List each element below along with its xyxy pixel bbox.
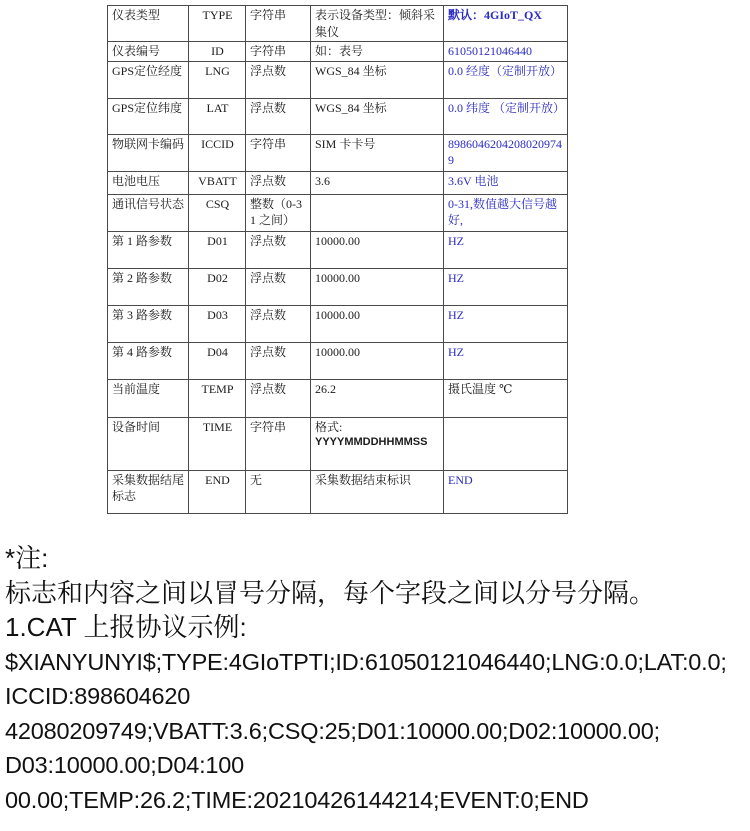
table-row: [108, 41, 568, 61]
cell-data-type: 浮点数: [246, 305, 311, 342]
cell-field-name: GPS定位纬度: [108, 98, 189, 134]
cell-data-type: 浮点数: [246, 171, 311, 194]
table-row: [108, 417, 568, 470]
protocol-example-line2: ICCID:898604620: [5, 683, 191, 709]
cell-description: 表示设备类型：倾斜采集仪: [311, 6, 444, 42]
protocol-spec-table: [107, 5, 568, 514]
cell-tag: CSQ: [189, 194, 246, 231]
cell-value: HZ: [444, 342, 568, 379]
cell-data-type: 浮点数: [246, 268, 311, 305]
cell-value: 摄氏温度 ℃: [444, 379, 568, 417]
table-row: [108, 268, 568, 305]
cell-value: 61050121046440: [444, 41, 568, 61]
cell-data-type: 浮点数: [246, 379, 311, 417]
cell-tag: TEMP: [189, 379, 246, 417]
cell-field-name: 第 3 路参数: [108, 305, 189, 342]
cell-description: 10000.00: [311, 268, 444, 305]
cell-tag: END: [189, 470, 246, 513]
cell-field-name: GPS定位经度: [108, 61, 189, 98]
cell-description: WGS_84 坐标: [311, 98, 444, 134]
cell-data-type: 浮点数: [246, 231, 311, 268]
cell-tag: D04: [189, 342, 246, 379]
cell-value: 3.6V 电池: [444, 171, 568, 194]
note-example-heading: 1.CAT 上报协议示例:: [5, 612, 247, 642]
cell-value: 0-31,数值越大信号越好,: [444, 194, 568, 231]
cell-data-type: 字符串: [246, 6, 311, 42]
cell-tag: VBATT: [189, 171, 246, 194]
cell-field-name: 物联网卡编码: [108, 134, 189, 171]
cell-field-name: 设备时间: [108, 417, 189, 470]
cell-tag: LAT: [189, 98, 246, 134]
cell-description: [311, 194, 444, 231]
table-row: [108, 194, 568, 231]
protocol-table-body: [108, 6, 568, 514]
protocol-example-line4: D03:10000.00;D04:100: [5, 752, 245, 778]
table-row: [108, 231, 568, 268]
cell-data-type: 字符串: [246, 41, 311, 61]
cell-description: 如：表号: [311, 41, 444, 61]
cell-description: 10000.00: [311, 231, 444, 268]
cell-tag: D02: [189, 268, 246, 305]
cell-tag: LNG: [189, 61, 246, 98]
cell-tag: TYPE: [189, 6, 246, 42]
cell-field-name: 仪表类型: [108, 6, 189, 42]
note-separator-rule: 标志和内容之间以冒号分隔，每个字段之间以分号分隔。: [5, 577, 656, 608]
cell-description: WGS_84 坐标: [311, 61, 444, 98]
cell-field-name: 第 2 路参数: [108, 268, 189, 305]
cell-tag: D03: [189, 305, 246, 342]
protocol-example-line3: 42080209749;VBATT:3.6;CSQ:25;D01:10000.00;D02:10000.00;: [5, 717, 660, 744]
cell-data-type: 字符串: [246, 134, 311, 171]
cell-field-name: 电池电压: [108, 171, 189, 194]
cell-value: 89860462042080209749: [444, 134, 568, 171]
cell-value: HZ: [444, 231, 568, 268]
table-row: [108, 379, 568, 417]
cell-data-type: 字符串: [246, 417, 311, 470]
cell-tag: D01: [189, 231, 246, 268]
cell-field-name: 第 4 路参数: [108, 342, 189, 379]
cell-data-type: 整数（0-31 之间）: [246, 194, 311, 231]
cell-description: SIM 卡卡号: [311, 134, 444, 171]
cell-description: 10000.00: [311, 305, 444, 342]
cell-description-format: YYYYMMDDHHMMSS: [315, 436, 428, 449]
cell-data-type: 浮点数: [246, 61, 311, 98]
protocol-example-line1: $XIANYUNYI$;TYPE:4GIoTPTI;ID:61050121046440;LNG:0.0;LAT:0.0;: [5, 648, 727, 675]
note-marker: *注:: [5, 543, 49, 573]
cell-tag: ICCID: [189, 134, 246, 171]
cell-value: 默认：4GIoT_QX: [444, 6, 568, 42]
table-row: [108, 98, 568, 134]
cell-data-type: 浮点数: [246, 342, 311, 379]
protocol-example-line5: 00.00;TEMP:26.2;TIME:20210426144214;EVENT:0;END: [5, 786, 589, 813]
cell-description: 采集数据结束标识: [311, 470, 444, 513]
cell-tag: TIME: [189, 417, 246, 470]
cell-data-type: 浮点数: [246, 98, 311, 134]
cell-field-name: 通讯信号状态: [108, 194, 189, 231]
cell-tag: ID: [189, 41, 246, 61]
cell-description: 3.6: [311, 171, 444, 194]
cell-value: [444, 417, 568, 470]
cell-field-name: 采集数据结尾标志: [108, 470, 189, 513]
cell-field-name: 仪表编号: [108, 41, 189, 61]
table-row: [108, 6, 568, 42]
table-row: [108, 342, 568, 379]
cell-value: 0.0 经度（定制开放）: [444, 61, 568, 98]
notes-section: [5, 541, 750, 817]
cell-description: 26.2: [311, 379, 444, 417]
cell-value: 0.0 纬度 （定制开放）: [444, 98, 568, 134]
table-row: [108, 305, 568, 342]
table-row: [108, 134, 568, 171]
cell-description: 格式: YYYYMMDDHHMMSS: [311, 417, 444, 470]
cell-value: HZ: [444, 305, 568, 342]
table-row: [108, 171, 568, 194]
cell-value: END: [444, 470, 568, 513]
table-row: [108, 470, 568, 513]
cell-field-name: 第 1 路参数: [108, 231, 189, 268]
table-row: [108, 61, 568, 98]
cell-description: 10000.00: [311, 342, 444, 379]
cell-field-name: 当前温度: [108, 379, 189, 417]
cell-data-type: 无: [246, 470, 311, 513]
cell-value: HZ: [444, 268, 568, 305]
